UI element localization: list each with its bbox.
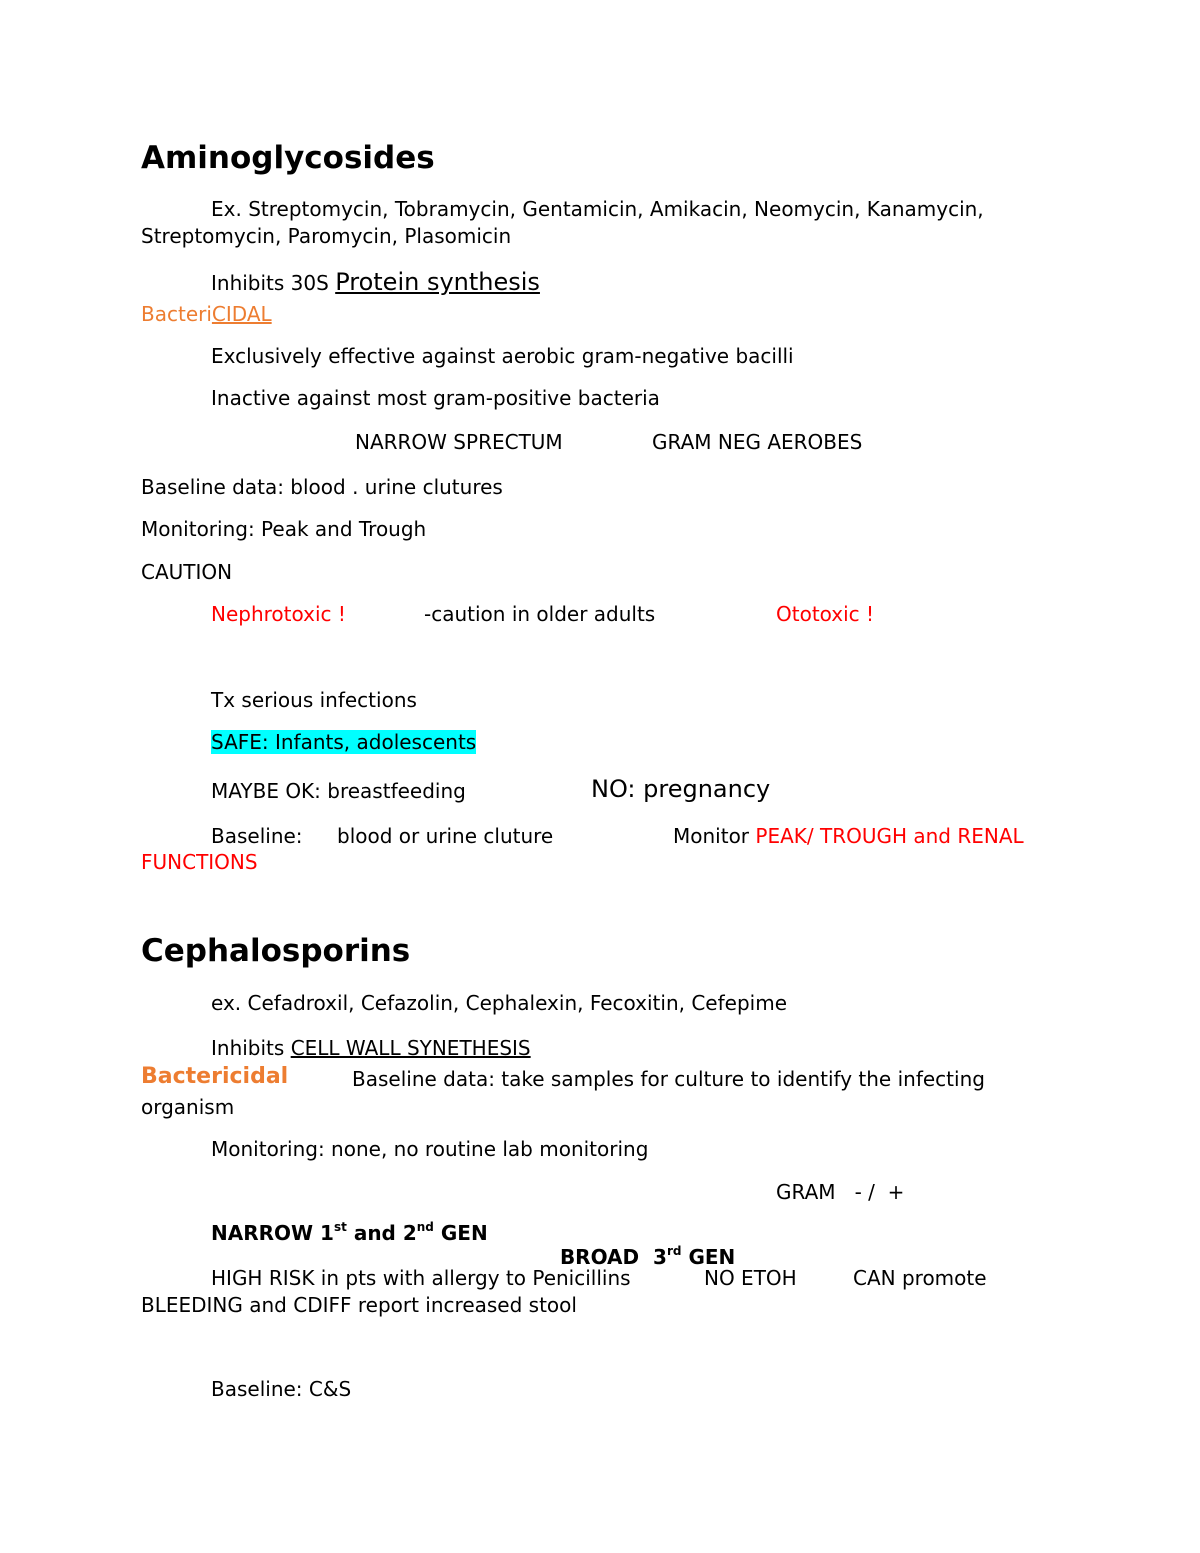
narrow-b: and 2 <box>346 1221 417 1245</box>
inhibits-prefix: Inhibits 30S <box>211 271 336 295</box>
safe-line <box>211 730 476 754</box>
ceph-inhibits-line <box>211 1036 531 1060</box>
ceph-baseline-line2: organism <box>141 1095 235 1119</box>
monitor-value-line2: FUNCTIONS <box>141 850 258 874</box>
narrow-sup2: nd <box>416 1220 434 1234</box>
tx-text: Tx serious infections <box>211 688 417 712</box>
ceph-inhibits-prefix: Inhibits <box>211 1036 291 1060</box>
ceph-can-promote: CAN promote <box>853 1266 987 1290</box>
gram-neg-text: GRAM NEG AEROBES <box>652 430 863 454</box>
narrow-sup1: st <box>333 1220 347 1234</box>
ceph-inhibits-target: CELL WALL SYNETHESIS <box>290 1036 531 1060</box>
ceph-baseline-cs: Baseline: C&S <box>211 1377 352 1401</box>
aminoglycosides-examples-line2: Streptomycin, Paromycin, Plasomicin <box>141 224 512 248</box>
effective-text: Exclusively effective against aerobic gram-negative bacilli <box>211 344 794 368</box>
ototoxic-text: Ototoxic ! <box>776 602 875 626</box>
baseline2-label: Baseline: <box>211 824 303 848</box>
inactive-text: Inactive against most gram-positive bacteria <box>211 386 660 410</box>
narrow-c: GEN <box>433 1221 488 1245</box>
monitoring-text: Monitoring: Peak and Trough <box>141 517 427 541</box>
aminoglycosides-heading: Aminoglycosides <box>141 140 435 176</box>
broad-a: BROAD 3 <box>559 1245 667 1269</box>
baseline2-value: blood or urine cluture <box>337 824 554 848</box>
baseline-data-text: Baseline data: blood . urine clutures <box>141 475 503 499</box>
cephalosporins-heading: Cephalosporins <box>141 933 411 969</box>
bactericidal-label <box>141 302 272 326</box>
ceph-monitoring-text: Monitoring: none, no routine lab monitoring <box>211 1137 649 1161</box>
aminoglycosides-examples-line1: Ex. Streptomycin, Tobramycin, Gentamicin, Amikacin, Neomycin, Kanamycin, <box>211 197 984 221</box>
broad-c: GEN <box>681 1245 736 1269</box>
ceph-narrow-text <box>211 1221 488 1245</box>
bacteri-prefix: Bacteri <box>141 302 212 326</box>
ceph-gram-text: GRAM - / + <box>776 1180 905 1204</box>
inhibits-target: Protein synthesis <box>335 268 540 296</box>
cephalosporins-examples: ex. Cefadroxil, Cefazolin, Cephalexin, Fecoxitin, Cefepime <box>211 991 787 1015</box>
caution-older-text: -caution in older adults <box>424 602 656 626</box>
ceph-no-etoh: NO ETOH <box>704 1266 797 1290</box>
bacteri-suffix: CIDAL <box>211 302 272 326</box>
nephrotoxic-text: Nephrotoxic ! <box>211 602 346 626</box>
no-pregnancy-text: NO: pregnancy <box>591 775 771 803</box>
monitor-value: PEAK/ TROUGH and RENAL <box>755 824 1024 848</box>
ceph-risk-line1: HIGH RISK in pts with allergy to Penicillins <box>211 1266 631 1290</box>
maybe-text: MAYBE OK: breastfeeding <box>211 779 466 803</box>
ceph-bactericidal-label: Bactericidal <box>141 1064 289 1089</box>
monitor-label: Monitor <box>673 824 756 848</box>
spectrum-text: NARROW SPRECTUM <box>355 430 563 454</box>
broad-sup: rd <box>666 1244 682 1258</box>
ceph-baseline-line1: Baseline data: take samples for culture to identify the infecting <box>352 1067 985 1091</box>
monitor-line <box>673 824 1024 848</box>
narrow-a: NARROW 1 <box>211 1221 334 1245</box>
aminoglycosides-inhibits-line <box>211 268 540 297</box>
caution-heading: CAUTION <box>141 560 233 584</box>
safe-highlight: SAFE: Infants, adolescents <box>211 730 477 754</box>
ceph-risk-line2: BLEEDING and CDIFF report increased stool <box>141 1293 577 1317</box>
ceph-broad-text <box>546 1221 735 1269</box>
